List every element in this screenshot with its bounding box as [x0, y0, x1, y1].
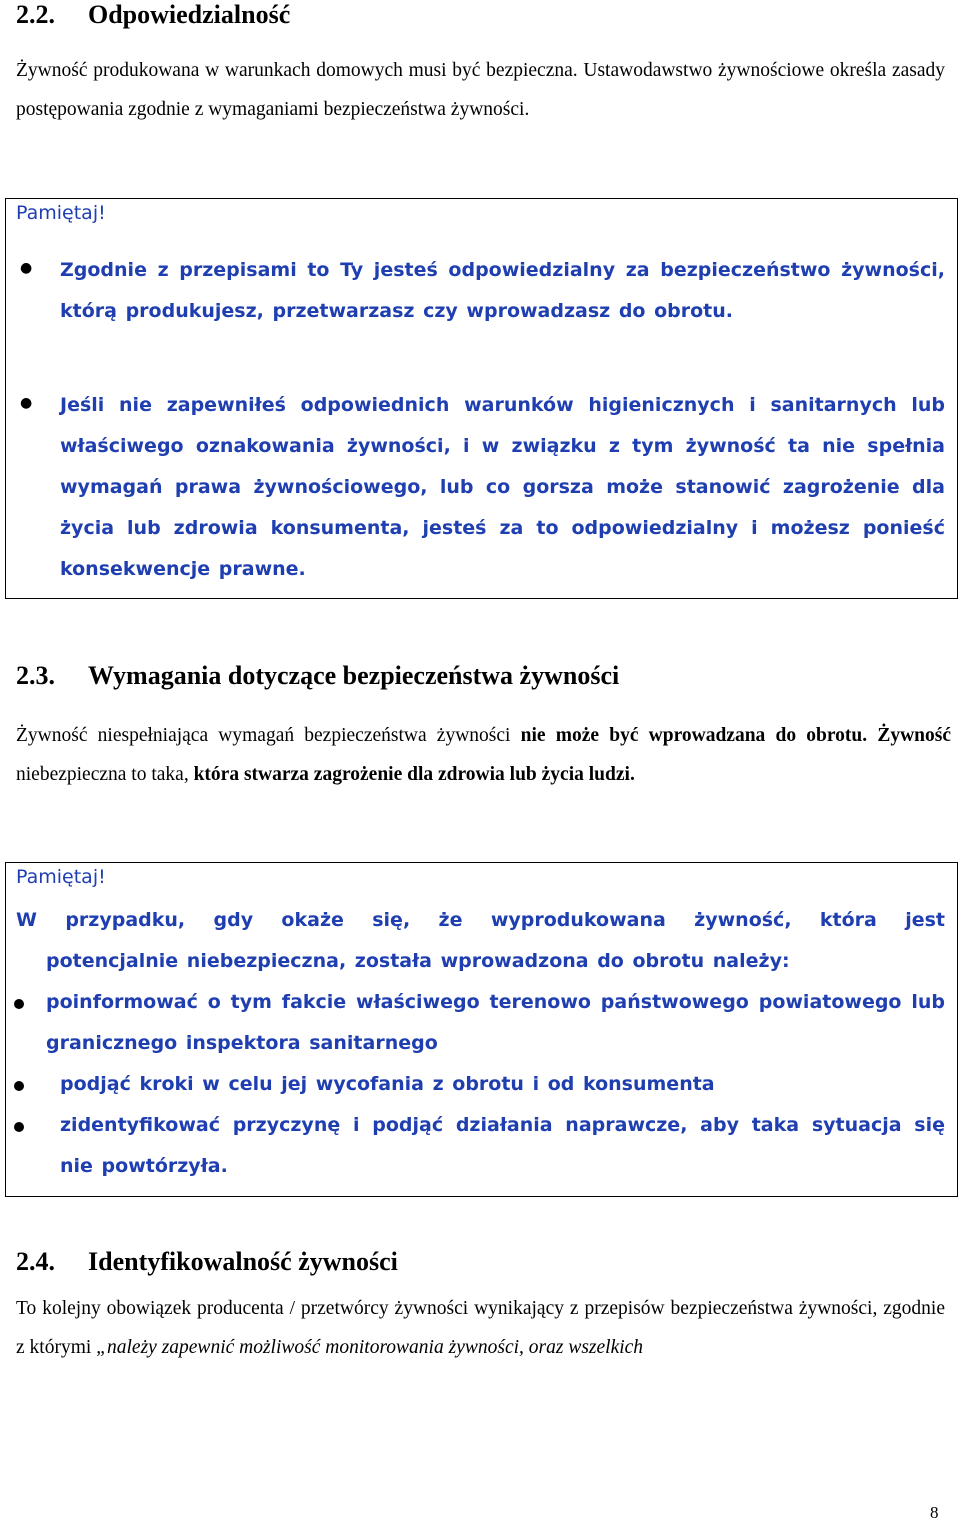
box2-intro-line-2: potencjalnie niebezpieczna, została wprowadzona do obrotu należy:	[46, 950, 790, 972]
para-text: To kolejny obowiązek producenta / przetwórcy żywności wynikający z przepisów bezpieczeństwa żywności, zgodnie z którymi	[16, 1298, 945, 1358]
bullet-dot-icon	[14, 999, 24, 1009]
paragraph-2-4	[16, 1290, 945, 1367]
box2-item-1: poinformować o tym fakcie właściwego terenowo państwowego powiatowego lub granicznego inspektora sanitarnego	[46, 991, 945, 1054]
para-italic-text: „należy zapewnić możliwość monitorowania żywności, oraz wszelkich	[96, 1336, 644, 1358]
bullet-dot-icon	[14, 1081, 24, 1091]
para-bold-text: która stwarza zagrożenie dla zdrowia lub życia ludzi.	[193, 763, 635, 785]
bullet-dot-icon: ●	[20, 395, 33, 411]
section-heading-2-2	[16, 0, 916, 30]
section-title: Wymagania dotyczące bezpieczeństwa żywności	[88, 661, 620, 690]
page-number: 8	[930, 1503, 939, 1522]
section-title: Identyfikowalność żywności	[88, 1247, 398, 1276]
section-number: 2.2.	[16, 0, 55, 29]
box1-bullet-2: Jeśli nie zapewniłeś odpowiednich warunków higienicznych i sanitarnych lub właściwego oznakowania żywności, i w związku z tym żywność ta nie spełnia wymagań prawa żywnościowego, lub co gorsza może stanowić zagrożenie dla życia lub zdrowia konsumenta, jesteś za to odpowiedzialny i możesz ponieść konsekwencje prawne.	[60, 394, 945, 580]
box2-item-2: podjąć kroki w celu jej wycofania z obrotu i od konsumenta	[60, 1073, 715, 1095]
para-text: niebezpieczna to taka,	[16, 763, 194, 785]
para-bold-text: nie może być wprowadzana do obrotu.	[520, 725, 868, 746]
section-title: Odpowiedzialność	[88, 0, 291, 29]
bullet-dot-icon	[14, 1122, 24, 1132]
box2-intro-line-1: W przypadku, gdy okaże się, że wyprodukowana żywność, która jest	[16, 909, 945, 931]
section-number: 2.4.	[16, 1247, 55, 1276]
para-text: Żywność niespełniająca wymagań bezpieczeństwa żywności	[16, 725, 521, 746]
section-number: 2.3.	[16, 661, 55, 690]
bullet-dot-icon: ●	[20, 260, 33, 276]
paragraph-2-3	[16, 717, 951, 794]
section-heading-2-3	[16, 661, 916, 691]
para-bold-text: Żywność	[877, 725, 952, 746]
remember-heading: Pamiętaj!	[16, 866, 106, 888]
remember-heading: Pamiętaj!	[16, 202, 106, 224]
paragraph-2-2: Żywność produkowana w warunkach domowych musi być bezpieczna. Ustawodawstwo żywnościowe określa zasady postępowania zgodnie z wymaganiami bezpieczeństwa żywności.	[16, 60, 945, 120]
box2-item-3: zidentyfikować przyczynę i podjąć działania naprawcze, aby taka sytuacja się nie powtórzyła.	[60, 1114, 945, 1177]
section-heading-2-4	[16, 1247, 916, 1277]
box1-bullet-1: Zgodnie z przepisami to Ty jesteś odpowiedzialny za bezpieczeństwo żywności, którą produkujesz, przetwarzasz czy wprowadzasz do obrotu.	[60, 259, 945, 322]
